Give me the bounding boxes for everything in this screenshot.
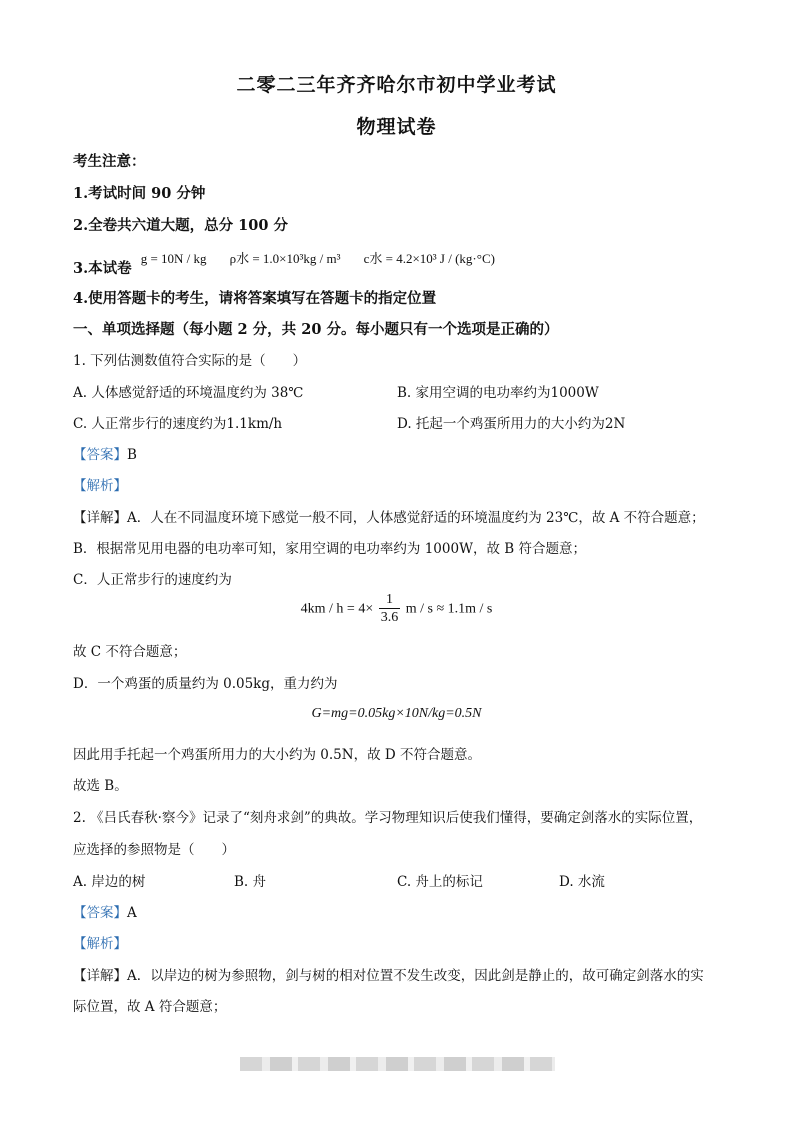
eq1-numerator: 1	[379, 592, 401, 609]
q2-answer	[73, 901, 137, 921]
q1-detail-c: C．人正常步行的速度约为	[73, 572, 232, 588]
eq1-fraction	[379, 592, 401, 627]
exam-subtitle: 物理试卷	[356, 116, 437, 138]
q1-detail-d2: 因此用手托起一个鸡蛋所用力的大小约为 0.5N，故 D 不符合题意。	[73, 747, 481, 763]
notice-item-4: 4.使用答题卡的考生，请将答案填写在答题卡的指定位置	[73, 290, 437, 307]
q1-equation-gravity	[0, 706, 793, 722]
detail-a-text: A．以岸边的树为参照物，剑与树的相对位置不发生改变，因此剑是静止的，故可确定剑落水的实	[127, 968, 704, 984]
notice-item-3-label: 3.本试卷	[73, 260, 132, 277]
q1-detail-a	[73, 506, 705, 526]
q1-conclusion: 故选 B。	[73, 778, 128, 794]
q2-option-d: D. 水流	[559, 874, 605, 890]
q2-detail-a-line-1	[73, 964, 704, 984]
q2-stem-line-2: 应选择的参照物是（ ）	[73, 842, 235, 858]
section-1-heading: 一、单项选择题（每小题 2 分，共 20 分。每小题只有一个选项是正确的）	[73, 321, 559, 338]
eq1-right: m / s ≈ 1.1m / s	[405, 601, 493, 617]
answer-value: A	[127, 905, 137, 921]
notice-item-1: 1.考试时间 90 分钟	[73, 185, 206, 202]
q1-detail-c2: 故 C 不符合题意；	[73, 644, 187, 660]
q2-option-b: B. 舟	[234, 874, 267, 890]
eq1-denominator: 3.6	[380, 610, 399, 625]
q1-option-b: B. 家用空调的电功率约为1000W	[397, 385, 599, 401]
q1-detail-b: B．根据常见用电器的电功率可知，家用空调的电功率约为 1000W，故 B 符合题意；	[73, 541, 586, 557]
q1-option-d: D. 托起一个鸡蛋所用力的大小约为2N	[397, 416, 626, 432]
q2-option-c: C. 舟上的标记	[397, 874, 483, 890]
notice-heading: 考生注意：	[73, 153, 146, 170]
formula-water-density: ρ水 = 1.0×10³kg / m³	[229, 251, 341, 266]
eq1-left: 4km / h = 4×	[300, 601, 374, 617]
detail-tag: 【详解】	[73, 968, 127, 984]
q2-analysis-tag: 【解析】	[73, 936, 127, 952]
formula-water-specific-heat: c水 = 4.2×10³ J / (kg·°C)	[363, 251, 495, 266]
q2-detail-a-line-2: 际位置，故 A 符合题意；	[73, 999, 227, 1015]
notice-item-2: 2.全卷共六道大题，总分 100 分	[73, 217, 288, 234]
q1-stem: 1. 下列估测数值符合实际的是（ ）	[73, 353, 307, 369]
q1-equation-speed	[0, 592, 793, 627]
q1-option-c: C. 人正常步行的速度约为1.1km/h	[73, 416, 283, 432]
notice-item-3	[73, 247, 495, 277]
answer-tag: 【答案】	[73, 447, 127, 463]
detail-tag: 【详解】	[73, 510, 127, 526]
q2-stem-line-1: 2. 《吕氏春秋·察今》记录了“刻舟求剑”的典故。学习物理知识后使我们懂得，要确定剑落水的实际位置，	[73, 810, 703, 826]
detail-a-text: A．人在不同温度环境下感觉一般不同，人体感觉舒适的环境温度约为 23℃，故 A 不符合题意；	[127, 510, 705, 526]
q1-detail-d: D．一个鸡蛋的质量约为 0.05kg，重力约为	[73, 676, 338, 692]
answer-tag: 【答案】	[73, 905, 127, 921]
answer-value: B	[127, 447, 137, 463]
q2-option-a: A. 岸边的树	[73, 874, 146, 890]
eq2-text: G=mg=0.05kg×10N/kg=0.5N	[311, 706, 482, 721]
blurred-watermark	[240, 1057, 555, 1071]
q1-option-a: A. 人体感觉舒适的环境温度约为 38℃	[73, 385, 304, 401]
q1-answer	[73, 443, 137, 463]
formula-gravity: g = 10N / kg	[140, 251, 207, 266]
q1-analysis-tag: 【解析】	[73, 478, 127, 494]
exam-title: 二零二三年齐齐哈尔市初中学业考试	[236, 74, 557, 96]
